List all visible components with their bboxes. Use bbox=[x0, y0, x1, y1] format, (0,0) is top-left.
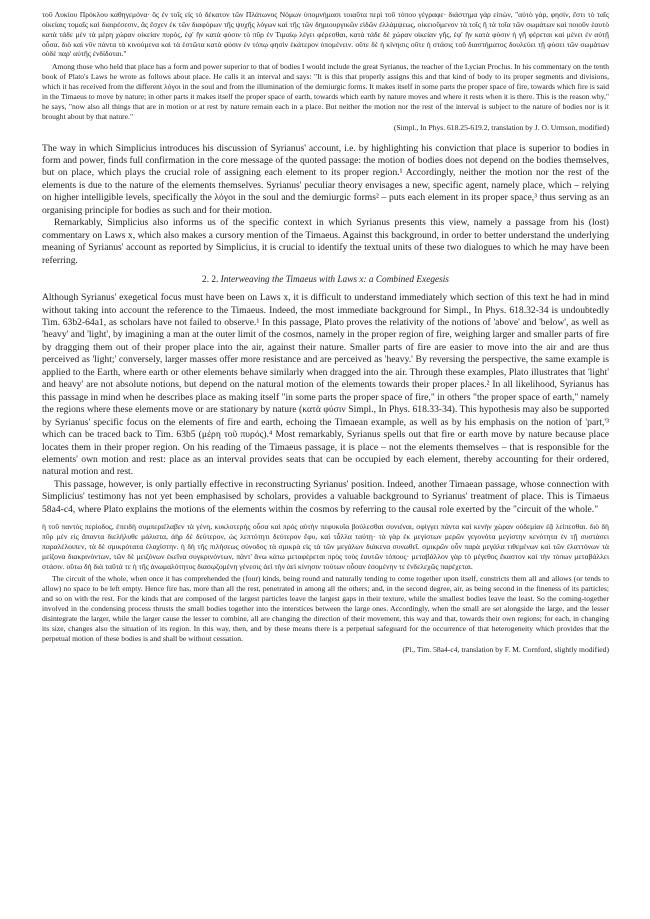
section-number: 2. 2. bbox=[202, 275, 219, 286]
translation-syrianus: Among those who held that place has a form and power superior to that of bodies I would include the great Syrianus, the teacher of the Lycian Proclus. In his commentary on the tenth book of Plato's Laws he wrote as follows about place. He calls it an interval and says: "It is this that properly assigns this and that kind of body to its proper segments and divisions, which it has received from the different λόγοι in the soul and from the illumination of the demiurgic forms. It makes itself in some parts the proper space of fire, towards which fire is said in the Timaeus to move by nature; in other parts it makes itself the proper space of earth, towards which earth by nature moves and where it rests when it is there. This is the reason why," he says, "now also all things that are in motion or at rest by nature remain each in a place. But neither the motion nor the rest of the interval is subject to the nature of bodies nor is it brought about by that nature." bbox=[42, 62, 609, 121]
citation-simplicius: (Simpl., In Phys. 618.25-619.2, translation by J. O. Urmson, modified) bbox=[393, 122, 609, 132]
section-heading bbox=[42, 274, 609, 286]
body-paragraph-2: Remarkably, Simplicius also informs us of the specific context in which Syrianus presents this view, namely a passage from his (lost) commentary on Laws x, which also makes a cursory mention of the Timaeus. Against this background, in order to better understand the underlying meaning of Syrianus' account as reported by Simplicius, it is crucial to identify the textual units of these two dialogues to which he may have been referring. bbox=[42, 217, 609, 266]
body-paragraph-4: This passage, however, is only partially effective in reconstructing Syrianus' position. Indeed, another Timaean passage, whose connection with Simplicius' testimony has not yet been emphasised by scholars, provides a valuable background to Syrianus' treatment of place. This is Timaeus 58a4-c4, where Plato explains the motions of the elements within the cosmos by referring to the causal role exerted by the "circuit of the whole." bbox=[42, 478, 609, 515]
greek-quotation-syrianus: τοῦ Λυκίου Πρόκλου καθηγεμόνα· ὃς ἐν τοῖς εἰς τὸ δέκατον τῶν Πλάτωνος Νόμων ὑπομνήμασι τοιαῦτα περὶ τοῦ τόπου γέγραφε· διάστημα γάρ εἰπών, "αὐτὸ γάρ, φησίν, ἔστι τὸ ταῖς οἰκείαις τομαῖς καὶ διαιρέσεσιν, ἃς ἔσχεν ἐκ τῶν διαφόρων τῆς ψυχῆς λόγων καὶ τῆς τῶν δημιουργικῶν εἰδῶν ἐλλάμψεως, οἰκειοῦμενον τὰ τοῖς ἢ τὰ τοῖα τῶν σωμάτων καὶ ποιοῦν ἑαυτὸ κατὰ τάδε μὲν τὰ μέρη χώραν οἰκείαν πυρός, ἐφ' ἣν κατὰ φύσιν τὸ πῦρ ἐν Τιμαίῳ λέγει φέρεσθαι, κατὰ τάδε δὲ χώραν οἰκείαν γῆς, ἐφ' ἣν κατὰ φύσιν ἡ γῆ φέρεται καὶ μένει ἐν αὐτῇ οὖσα. διὸ καὶ νῦν πάντα τὰ κινούμενα καὶ τὰ ἑστῶτα κατὰ φύσιν ἐν τόπῳ φησὶν ἑκάτερον ὑπομένειν. οὔτε δὲ ἡ κίνησις οὔτε ἡ στάσις τοῦ διαστήματος δουλεύει τῇ φύσει τῶν σωμάτων οὐδὲ παρ' αὐτῆς ἐνδίδοται." bbox=[42, 10, 609, 59]
greek-quotation-timaeus: ἡ τοῦ παντὸς περίοδος, ἐπειδὴ συμπεριέλαβεν τὰ γένη, κυκλοτερὴς οὖσα καὶ πρὸς αὑτὴν πεφυκυῖα βούλεσθαι συνιέναι, σφίγγει πάντα καὶ κενὴν χώραν οὐδεμίαν ἐᾷ λείπεσθαι. διὸ δὴ πῦρ μὲν εἰς ἅπαντα διελήλυθε μάλιστα, ἀὴρ δὲ δεύτερον, ὡς λεπτότητι δεύτερον ἔφυ, καὶ τἆλλα ταύτῃ· τὰ γὰρ ἐκ μεγίστων μερῶν γεγονότα μεγίστην κενότητα ἐν τῇ συστάσει παραλέλοιπεν, τὰ δὲ σμικρότατα ἐλαχίστην. ἡ δὴ τῆς πιλήσεως σύνοδος τὰ σμικρὰ εἰς τὰ τῶν μεγάλων διάκενα συνωθεῖ. σμικρῶν οὖν παρὰ μεγάλα τιθεμένων καὶ τῶν ἐλαττόνων τὰ μείζονα διακρινόντων, τῶν δὲ μειζόνων ἐκεῖνα συγκρινόντων, πάντ' ἄνω κάτω μεταφέρεται πρὸς τοὺς ἑαυτῶν τόπους· μεταβάλλον γὰρ τὸ μέγεθος ἕκαστον καὶ τὴν τόπων μεταβάλλει στάσιν. οὕτω δὴ διὰ ταῦτά τε ἡ τῆς ἀνωμαλότητος διασῳζομένη γένεσις ἀεὶ τὴν ἀεὶ κίνησιν τούτων οὖσαν ἐσομένην τε ἐνδελεχῶς παρέχεται. bbox=[42, 522, 609, 571]
translation-timaeus: The circuit of the whole, when once it has comprehended the (four) kinds, being round and naturally tending to come together upon itself, constricts them all and allows (or tends to allow) no space to be left empty. Hence fire has, more than all the rest, penetrated in among all the others; and, in the second degree, air, as being second in the fineness of its particles; and so on with the rest. For the kinds that are composed of the largest particles leave the largest gaps in their texture, while the smallest bodies leave the least. So the coming-together involved in the condensing process thrusts the small bodies together into the interstices between the large ones. Accordingly, when the small are set alongside the large, and the lesser disintegrate the larger, while the larger cause the lesser to combine, all are changing the direction of their movement, this way and that, towards their own regions; for each, in changing its size, changes also the situation of its region. In this way, then, and by these means there is a perpetual safeguard for the occurrence of that heterogeneity which provides that the perpetual motion of these bodies is and shall be without cessation. bbox=[42, 574, 609, 643]
body-paragraph-1: The way in which Simplicius introduces his discussion of Syrianus' account, i.e. by highlighting his conviction that place is superior to bodies in form and power, finds full confirmation in the core message of the quoted passage: the motion of bodies does not depend on the bodies themselves, but on place, which plays the crucial role of assigning each element to its proper region.¹ Accordingly, neither the motion nor the rest of the elements is due to the nature of the elements themselves. Syrianus' peculiar theory envisages a new, specific agent, namely place, which – relying on higher intelligible levels, specifically the λόγοι in the soul and the demiurgic forms² – puts each element in its proper space,³ thus serving as an organising principle for bodies as such and for their motion. bbox=[42, 142, 609, 216]
citation-plato: (Pl., Tim. 58a4-c4, translation by F. M. Cornford, slightly modified) bbox=[402, 644, 609, 654]
section-title: Interweaving the Timaeus with Laws x: a Combined Exegesis bbox=[220, 275, 449, 286]
body-paragraph-3: Although Syrianus' exegetical focus must have been on Laws x, it is difficult to understand immediately which section of this text he had in mind without taking into account the reference to the Timaeus. Indeed, the most immediate background for Simpl., In Phys. 618.32-34 is undoubtedly Tim. 63b2-64a1, as scholars have not failed to observe.¹ In this passage, Plato proves the relativity of the notions of 'above' and 'below', as well as 'heavy' and 'light', by imagining a man at the outer limit of the cosmos, namely in the proper region of fire, weighing larger and smaller parts of fire by dragging them out of their proper place into the air, against their nature. Smaller parts of fire are easier to move into the air and are thus perceived as 'light;' conversely, larger masses offer more resistance and are perceived as 'heavy.' By reversing the perspective, the same example is applied to the Earth, where earth or other elements behave similarly when dragged into the air. Through these examples, Plato illustrates that 'light' and heavy' are not absolute notions, but depend on the natural motion of the elements towards their proper places.² In all likelihood, Syrianus has this passage in mind when he describes place as making itself "in some parts the proper space of fire," in others "the proper space of earth," namely the regions where these elements move or are stationary by nature (κατὰ φύσιν Simpl., In Phys. 618.33-34). This hypothesis may also be supported by Syrianus' specific focus on the elements of fire and earth, echoing the Timaean example, as well as by his emphasis on the notion of 'part,'³ which can be traced back to Tim. 63b5 (μέρη τοῦ πυρός).⁴ Most remarkably, Syrianus spells out that fire or earth move by nature because place locates them in their proper region. On his reading of the Timaeus passage, it is place – not the elements themselves – that is responsible for the elements' own motion and rest: place as an interval provides seats that can be occupied by each element, thereby accounting for their ordered, natural motion and rest. bbox=[42, 292, 609, 478]
